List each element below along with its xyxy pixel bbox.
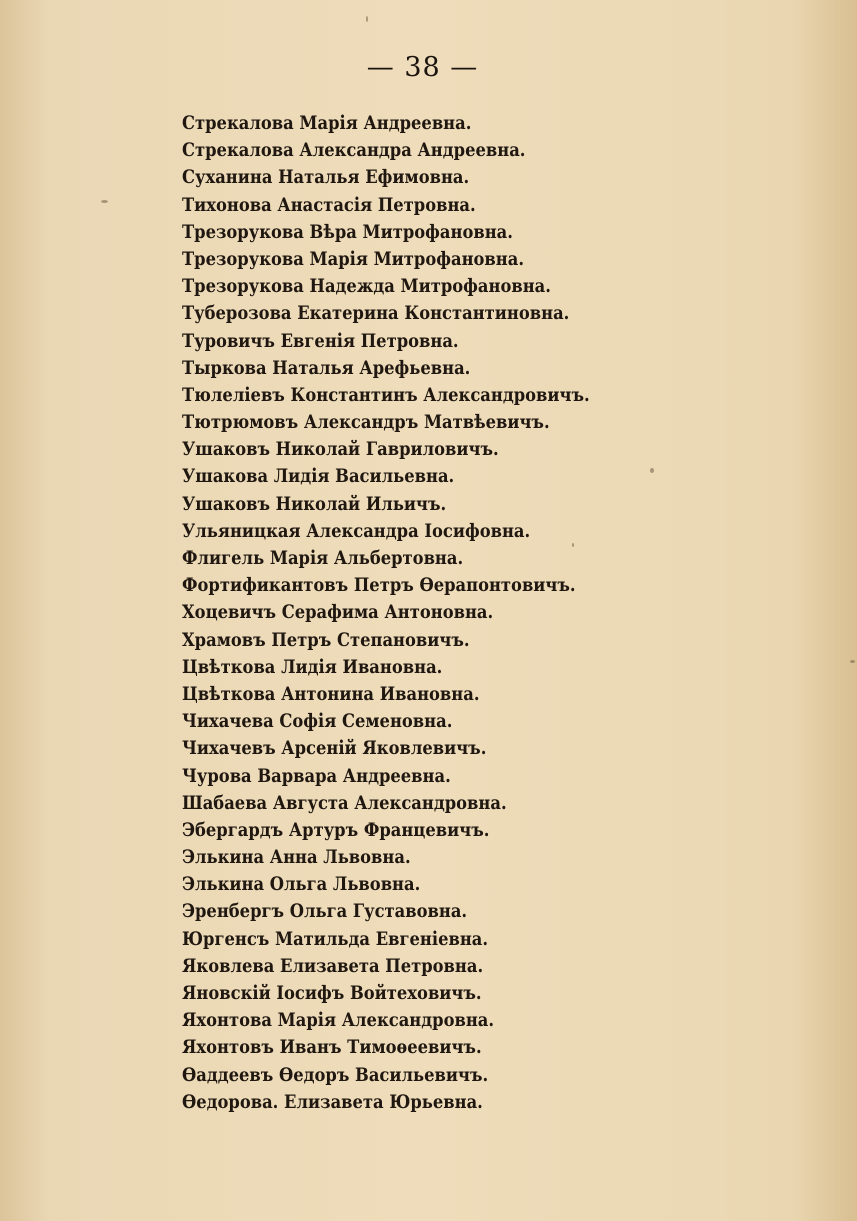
paper-speck	[366, 16, 368, 22]
name-line: Ѳедорова. Елизавета Юрьевна.	[182, 1090, 483, 1113]
name-line: Чихачева Софія Семеновна.	[182, 710, 453, 733]
name-line: Тютрюмовъ Александръ Матвѣевичъ.	[182, 411, 550, 434]
page-number: — 38 —	[366, 52, 479, 83]
name-line: Цвѣткова Антонина Ивановна.	[182, 682, 480, 705]
name-line: Чурова Варвара Андреевна.	[182, 764, 451, 787]
name-line: Ульяницкая Александра Іосифовна.	[182, 519, 531, 542]
name-line: Яхонтова Марія Александровна.	[182, 1009, 495, 1032]
name-line: Ушакова Лидія Васильевна.	[182, 465, 455, 488]
name-line: Суханина Наталья Ефимовна.	[182, 166, 470, 189]
name-line: Туберозова Екатерина Константиновна.	[182, 302, 570, 325]
name-line: Трезорукова Надежда Митрофановна.	[182, 275, 551, 298]
name-line: Чихачевъ Арсеній Яковлевичъ.	[182, 737, 487, 760]
name-line: Храмовъ Петръ Степановичъ.	[182, 628, 470, 651]
name-line: Хоцевичъ Серафима Антоновна.	[182, 601, 494, 624]
name-line: Флигель Марія Альбертовна.	[182, 547, 464, 569]
paper-speck	[650, 468, 654, 473]
paper-speck	[101, 200, 108, 203]
name-line: Элькина Анна Львовна.	[182, 846, 411, 869]
name-line: Тыркова Наталья Арефьевна.	[182, 356, 471, 379]
paper-speck	[572, 543, 574, 547]
name-line: Элькина Ольга Львовна.	[182, 873, 421, 896]
name-line: Стрекалова Марія Андреевна.	[182, 112, 472, 134]
name-line: Туровичъ Евгенія Петровна.	[182, 329, 459, 352]
name-line: Яхонтовъ Иванъ Тимоѳеевичъ.	[182, 1036, 482, 1059]
name-line: Стрекалова Александра Андреевна.	[182, 139, 526, 162]
name-line: Трезорукова Марія Митрофановна.	[182, 247, 525, 270]
name-line: Трезорукова Вѣра Митрофановна.	[182, 220, 513, 243]
name-line: Яновскій Іосифъ Войтеховичъ.	[182, 982, 482, 1004]
name-line: Тюлеліевъ Константинъ Александровичъ.	[182, 383, 590, 406]
name-line: Шабаева Августа Александровна.	[182, 791, 507, 814]
name-line: Эренбергъ Ольга Густавовна.	[182, 900, 468, 923]
name-line: Ушаковъ Николай Ильичъ.	[182, 492, 447, 515]
paper-speck	[850, 660, 855, 663]
name-line: Эбергардъ Артуръ Францевичъ.	[182, 818, 490, 841]
name-line: Фортификантовъ Петръ Ѳерапонтовичъ.	[182, 574, 576, 597]
names-list	[182, 110, 656, 1116]
name-line: Яковлева Елизавета Петровна.	[182, 954, 484, 977]
name-line: Ушаковъ Николай Гавриловичъ.	[182, 438, 499, 461]
name-line: Тихонова Анастасія Петровна.	[182, 193, 476, 216]
name-line: Цвѣткова Лидія Ивановна.	[182, 655, 443, 678]
name-line: Юргенсъ Матильда Евгеніевна.	[182, 927, 489, 950]
name-line: Ѳаддеевъ Ѳедоръ Васильевичъ.	[182, 1063, 489, 1086]
